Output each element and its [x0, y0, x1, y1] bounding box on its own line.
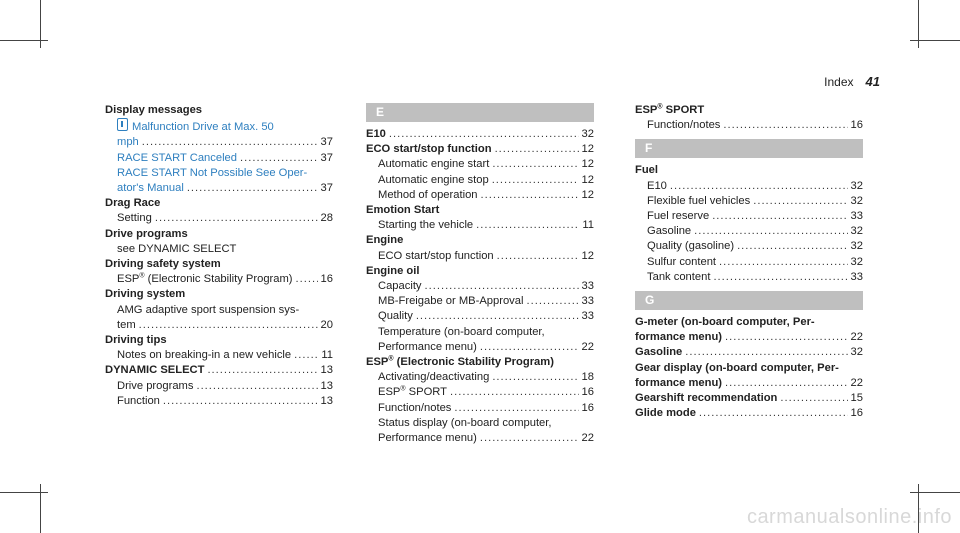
index-entry[interactable]: Drive programs ..... 13 [105, 379, 333, 394]
index-entry[interactable]: tem ..... 20 [105, 318, 333, 333]
index-entry[interactable]: ECO start/stop function ..... 12 [366, 249, 594, 264]
index-heading: ESP® SPORT [635, 103, 705, 116]
index-entry-text: Status display (on-board computer, [378, 416, 552, 429]
engine-warning-icon [117, 118, 128, 131]
index-entry[interactable]: Method of operation ..... 12 [366, 188, 594, 203]
index-heading: G-meter (on-board computer, Per- [635, 316, 815, 329]
crop-mark [0, 492, 48, 493]
page-header [824, 74, 880, 89]
index-heading: Emotion Start [366, 204, 440, 217]
index-heading: Driving tips [105, 334, 167, 347]
index-entry[interactable]: MB-Freigabe or MB-Approval ..... 33 [366, 294, 594, 309]
index-entry[interactable]: Performance menu) ..... 22 [366, 431, 594, 446]
index-entry[interactable]: Activating/deactivating ..... 18 [366, 370, 594, 385]
index-entry[interactable]: ECO start/stop function ..... 12 [366, 142, 594, 157]
index-entry-text: AMG adaptive sport suspension sys- [117, 303, 300, 316]
crop-mark [910, 492, 960, 493]
index-entry[interactable]: Fuel reserve ..... 33 [635, 209, 863, 224]
index-entry[interactable]: Glide mode ..... 16 [635, 406, 863, 421]
index-entry[interactable]: Gasoline ..... 32 [635, 224, 863, 239]
index-entry[interactable]: Setting ..... 28 [105, 211, 333, 226]
section-name: Index [824, 75, 854, 89]
index-entry[interactable]: Sulfur content ..... 32 [635, 255, 863, 270]
index-entry[interactable]: Notes on breaking-in a new vehicle ..... 11 [105, 348, 333, 363]
index-entry[interactable]: DYNAMIC SELECT ..... 13 [105, 363, 333, 378]
index-entry[interactable]: ESP® (Electronic Stability Program) ..... 16 [105, 272, 333, 287]
index-entry[interactable]: ator's Manual ..... 37 [105, 181, 333, 196]
index-entry[interactable]: Gasoline ..... 32 [635, 345, 863, 360]
index-heading: ESP® (Electronic Stability Program) [366, 355, 554, 369]
index-entry[interactable]: Quality (gasoline) ..... 32 [635, 239, 863, 254]
index-entry[interactable]: Function/notes ..... 16 [635, 118, 863, 133]
index-entry[interactable]: Automatic engine start ..... 12 [366, 157, 594, 172]
index-entry[interactable]: E10 ..... 32 [366, 127, 594, 142]
index-entry[interactable]: ESP® SPORT ..... 16 [366, 385, 594, 400]
page-number: 41 [865, 74, 880, 89]
index-entry[interactable]: Capacity ..... 33 [366, 279, 594, 294]
index-entry[interactable]: formance menu) ..... 22 [635, 330, 863, 345]
index-heading: Display messages [105, 104, 203, 116]
index-entry[interactable]: Flexible fuel vehicles ..... 32 [635, 194, 863, 209]
index-heading: Gear display (on-board computer, Per- [635, 361, 839, 374]
index-entry-text: Temperature (on-board computer, [378, 325, 545, 338]
index-entry[interactable]: RACE START Canceled ..... 37 [105, 151, 333, 166]
index-heading: Drag Race [105, 197, 161, 210]
section-letter-bar: F [635, 139, 863, 158]
crop-mark [910, 40, 960, 41]
index-heading: Driving safety system [105, 258, 221, 271]
index-heading: Engine oil [366, 264, 420, 277]
index-entry[interactable]: Automatic engine stop ..... 12 [366, 173, 594, 188]
index-heading: Drive programs [105, 227, 188, 240]
crop-mark [0, 40, 48, 41]
index-link[interactable]: Malfunction Drive at Max. 50 [105, 118, 333, 135]
index-heading: Fuel [635, 164, 658, 177]
index-entry[interactable]: Quality ..... 33 [366, 309, 594, 324]
section-letter-bar: E [366, 103, 594, 122]
index-entry[interactable]: Gearshift recommendation ..... 15 [635, 391, 863, 406]
index-column-1 [105, 103, 333, 409]
index-entry[interactable]: mph ..... 37 [105, 135, 333, 150]
index-see-reference: see DYNAMIC SELECT [117, 242, 237, 255]
index-entry[interactable]: formance menu) ..... 22 [635, 376, 863, 391]
index-entry[interactable]: E10 ..... 32 [635, 179, 863, 194]
index-column-3 [635, 103, 863, 421]
index-heading: Engine [366, 234, 404, 247]
index-link[interactable]: RACE START Not Possible See Oper- [117, 166, 308, 179]
section-letter-bar: G [635, 291, 863, 310]
watermark: carmanualsonline.info [746, 506, 952, 528]
index-entry[interactable]: Function/notes ..... 16 [366, 401, 594, 416]
index-entry[interactable]: Function ..... 13 [105, 394, 333, 409]
index-entry[interactable]: Starting the vehicle ..... 11 [366, 218, 594, 233]
index-entry[interactable]: Performance menu) ..... 22 [366, 340, 594, 355]
index-column-2 [366, 103, 594, 446]
index-heading: Driving system [105, 288, 186, 301]
index-entry[interactable]: Tank content ..... 33 [635, 270, 863, 285]
